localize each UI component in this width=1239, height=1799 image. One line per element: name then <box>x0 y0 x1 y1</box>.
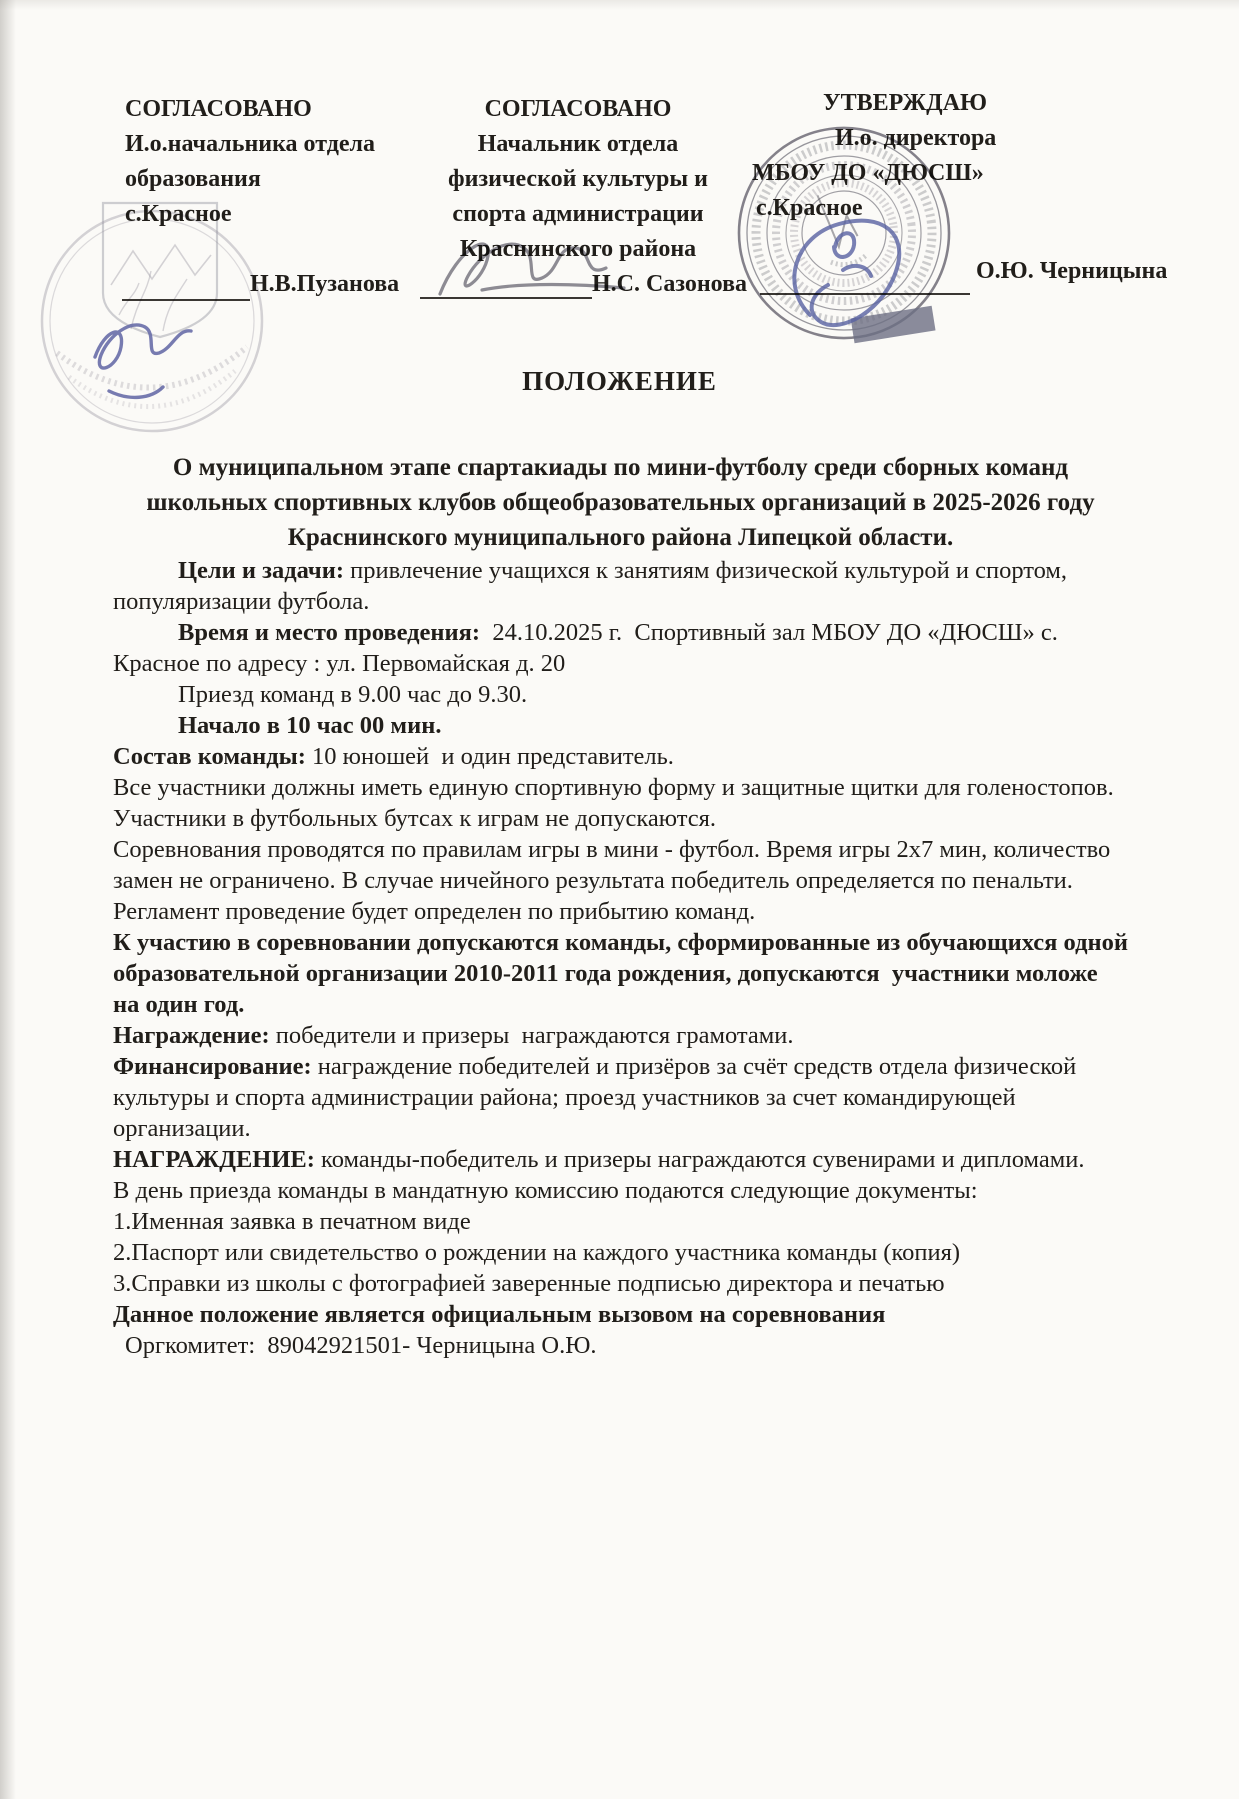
coat-of-arms-stamp <box>35 195 275 450</box>
approval-role-line: с.Красное <box>756 195 863 221</box>
approval-role-line: спорта администрации <box>452 201 704 227</box>
document-title: ПОЛОЖЕНИЕ <box>522 366 717 396</box>
time-place-label: Время и место проведения: <box>178 619 481 646</box>
awards-label: Награждение: <box>113 1022 270 1049</box>
official-call-paragraph: Данное положение является официальным вызовом на соревнования <box>113 1301 886 1328</box>
awarding-label: НАГРАЖДЕНИЕ: <box>113 1146 315 1173</box>
time-place-paragraph: Время и место проведения: 24.10.2025 г. Спортивный зал МБОУ ДО «ДЮСШ» с. Красное по адресу : ул. Первомайская д. 20 <box>113 619 1064 677</box>
approval-block-sport-department <box>428 92 728 267</box>
document-subject <box>113 450 1128 555</box>
approval-role-line: Краснинского района <box>459 236 697 262</box>
documents-intro-paragraph: В день приезда команды в мандатную комиссию подаются следующие документы: <box>113 1177 978 1204</box>
eligibility-paragraph: К участию в соревновании допускаются команды, сформированные из обучающихся одной образовательной организации 2010-2011 года рождения, допускаются участники моложе на один год. <box>113 929 1135 1018</box>
approval-role-line: физической культуры и <box>448 166 708 192</box>
signer-name-sazonova: Н.С. Сазонова <box>592 271 748 297</box>
approval-role-line: Начальник отдела <box>477 131 679 157</box>
approval-role-line: И.о. директора <box>835 125 997 151</box>
approval-heading: УТВЕРЖДАЮ <box>823 90 988 116</box>
subject-line: школьных спортивных клубов общеобразовательных организаций в 2025-2026 году <box>146 489 1095 516</box>
start-time-paragraph: Начало в 10 час 00 мин. <box>178 712 442 739</box>
approval-role-line: И.о.начальника отдела <box>125 131 375 157</box>
document-item-3: 3.Справки из школы с фотографией заверенные подписью директора и печатью <box>113 1270 945 1297</box>
signature-line <box>760 293 970 295</box>
awarding-paragraph: НАГРАЖДЕНИЕ: команды-победитель и призеры награждаются сувенирами и дипломами. <box>113 1146 1085 1173</box>
arrival-paragraph: Приезд команд в 9.00 час до 9.30. <box>178 681 528 708</box>
signature-line <box>122 299 250 301</box>
approval-heading: СОГЛАСОВАНО <box>484 96 672 122</box>
approval-role-line: с.Красное <box>125 201 232 227</box>
signer-name-chernitsyna: О.Ю. Черницына <box>976 258 1168 284</box>
uniform-paragraph: Все участники должны иметь единую спортивную форму и защитные щитки для голеностопов. Участники в футбольных бутсах к играм не допускаются. <box>113 774 1120 832</box>
approval-role-line: образования <box>125 166 261 192</box>
approval-block-director <box>752 86 1192 226</box>
chernitsyna-ink-signature <box>794 221 899 325</box>
stamp-dark-patch <box>851 306 936 344</box>
goals-paragraph: Цели и задачи: привлечение учащихся к занятиям физической культурой и спортом, популяризации футбола. <box>113 557 1074 615</box>
financing-paragraph: Финансирование: награждение победителей и призёров за счёт средств отдела физической культуры и спорта администрации района; проезд участников за счет командирующей организации. <box>113 1053 1083 1142</box>
team-roster-paragraph: Состав команды: 10 юношей и один представитель. <box>113 743 674 770</box>
subject-line: Краснинского муниципального района Липецкой области. <box>287 524 954 551</box>
signature-line <box>420 297 592 299</box>
financing-label: Финансирование: <box>113 1053 312 1080</box>
document-body <box>113 450 1135 1361</box>
subject-line: О муниципальном этапе спартакиады по мини-футболу среди сборных команд <box>172 454 1069 481</box>
approval-heading: СОГЛАСОВАНО <box>125 96 312 122</box>
orgcommittee-contact-line: Оргкомитет: 89042921501- Черницына О.Ю. <box>125 1332 597 1359</box>
document-item-2: 2.Паспорт или свидетельство о рождении на каждого участника команды (копия) <box>113 1239 961 1266</box>
document-item-1: 1.Именная заявка в печатном виде <box>113 1208 471 1235</box>
roster-label: Состав команды: <box>113 743 306 770</box>
approval-block-education <box>125 92 435 232</box>
goals-label: Цели и задачи: <box>178 557 345 584</box>
signer-name-puzanova: Н.В.Пузанова <box>250 271 400 297</box>
rules-paragraph: Соревнования проводятся по правилам игры в мини - футбол. Время игры 2х7 мин, количество замен не ограничено. В случае ничейного результата победитель определяется по пенальти. Регламент проведение будет определен по прибытию команд. <box>113 836 1117 925</box>
awards-paragraph: Награждение: победители и призеры награждаются грамотами. <box>113 1022 794 1049</box>
approval-role-line: МБОУ ДО «ДЮСШ» <box>752 160 984 186</box>
